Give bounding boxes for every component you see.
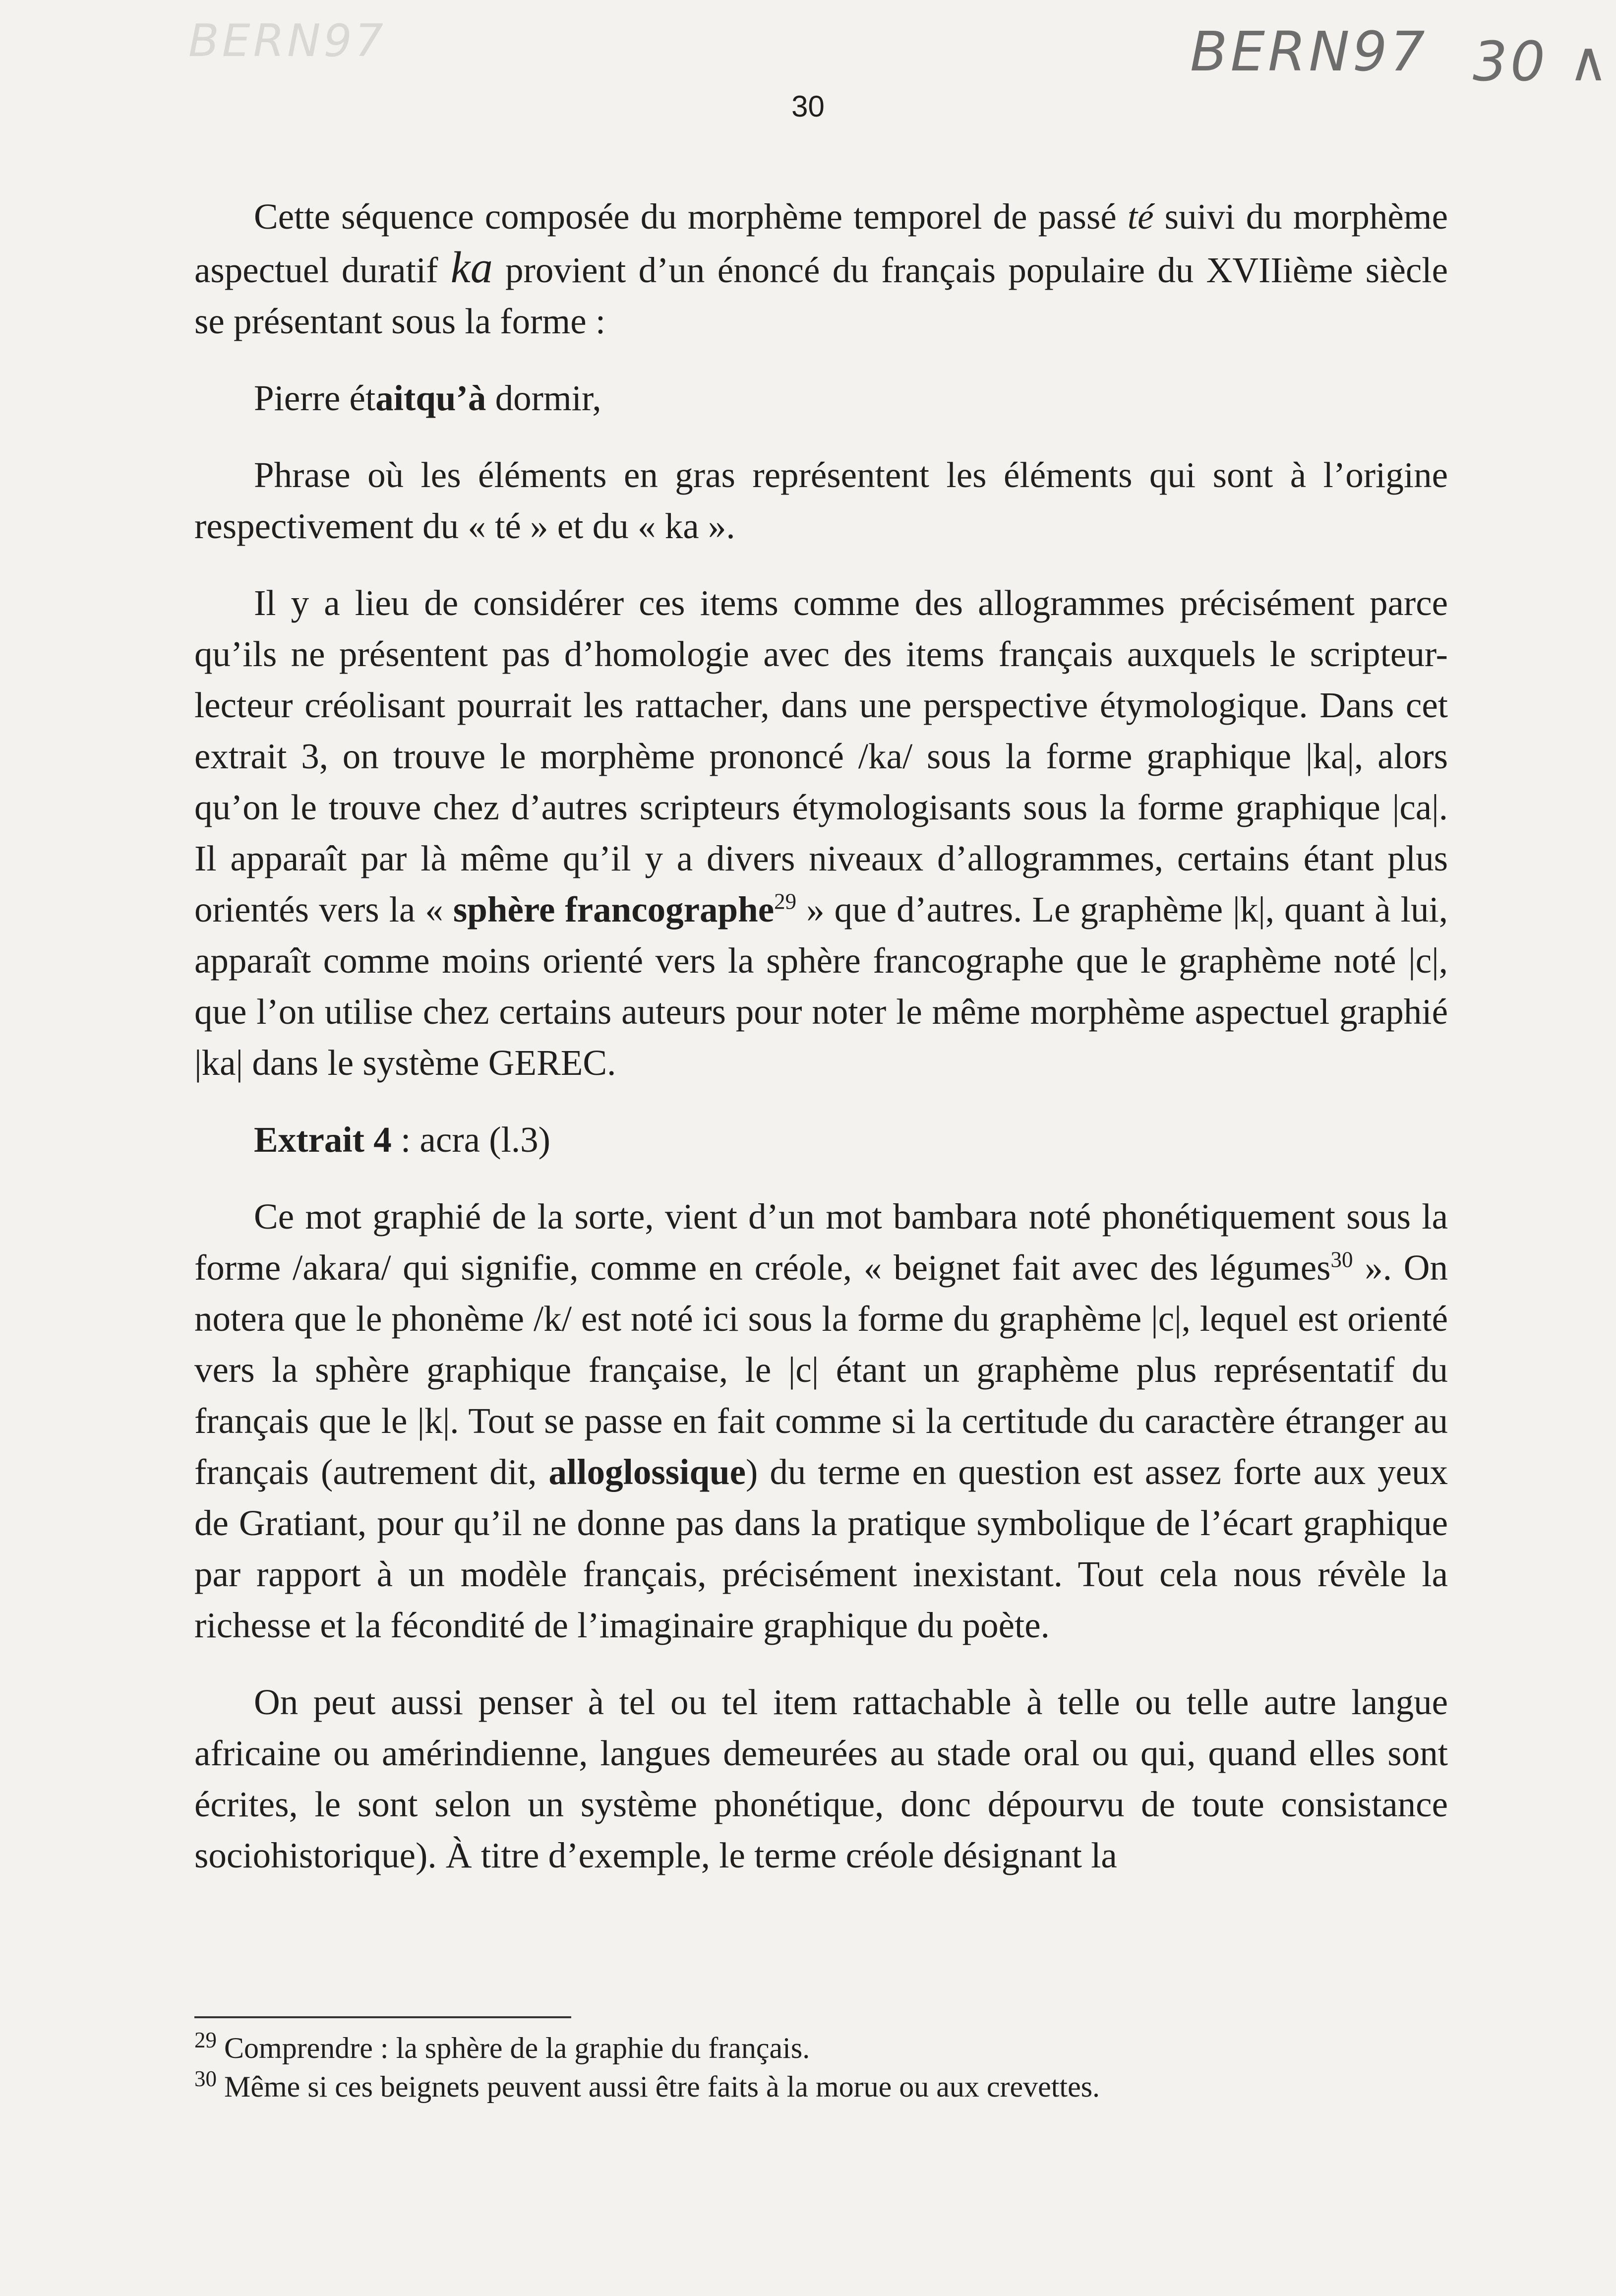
footnote-number: 30 (194, 2066, 217, 2091)
footnote (194, 2067, 1448, 2106)
handwritten-annotation: BERN97 (1190, 20, 1428, 83)
footnote-text: Comprendre : la sphère de la graphie du français. (217, 2032, 810, 2064)
text-run: : acra (l.3) (391, 1119, 550, 1160)
text-run: Ce mot graphié de la sorte, vient d’un mot bambara noté phonétiquement sous la forme /akara/ qui signifie, comme en créole, « beignet fait avec des légumes (194, 1196, 1448, 1288)
paragraph-5: On peut aussi penser à tel ou tel item rattachable à telle ou telle autre langue africaine ou amérindienne, langues demeurées au stade oral ou qui, quand elles sont écrites, le sont selon un système phonétique, donc dépourvu de toute consistance sociohistorique). À titre d’exemple, le terme créole désignant la (194, 1682, 1448, 1875)
text-run: ) du terme en question est assez forte aux yeux de Gratiant, pour qu’il ne donne pas dans la pratique symbolique de l’écart graphique par rapport à un modèle français, précisément inexistant. Tout cela nous révèle la richesse et la fécondité de l’imaginaire graphique du poète. (194, 1452, 1448, 1645)
text-run: Pierre ét (254, 378, 376, 418)
bold-term: alloglossique (548, 1452, 746, 1492)
text-run: ». On notera que le phonème /k/ est noté ici sous la forme du graphème |c|, lequel est orienté vers la sphère graphique française, le |c| étant un graphème plus représentatif du français que le |k|. Tout se passe en fait comme si la certitude du caractère étranger au français (autrement dit, (194, 1247, 1448, 1492)
page-number: 30 (791, 90, 825, 123)
bold-term: sphère francographe (453, 889, 775, 930)
footnote (194, 2029, 1448, 2067)
faint-handwritten-annotation: BERN97 (188, 15, 386, 67)
main-text (194, 191, 1448, 1881)
text-run: dormir, (486, 378, 601, 418)
handwritten-page-number: 30 ∧ (1473, 30, 1612, 93)
footnote-ref: 29 (774, 889, 797, 914)
text-run: suivi du morphème aspectuel duratif (194, 196, 1448, 290)
paragraph-2: Phrase où les éléments en gras représentent les éléments qui sont à l’origine respectivement du « té » et du « ka ». (194, 455, 1448, 546)
italic-term: té (1127, 196, 1154, 237)
italic-term: ka (450, 243, 493, 292)
footnotes (194, 2029, 1448, 2106)
paragraph-4 (194, 1191, 1448, 1651)
text-run: provient d’un énoncé du français populaire du XVIIième siècle se présentant sous la forme : (194, 250, 1448, 341)
text-run: Cette séquence composée du morphème temporel de passé (254, 196, 1128, 237)
text-run: » que d’autres. Le graphème |k|, quant à lui, apparaît comme moins orienté vers la sphère francographe que le graphème noté |c|, que l’on utilise chez certains auteurs pour noter le même morphème aspectuel graphié |ka| dans le système GEREC. (194, 889, 1448, 1083)
bold-term: aitqu’à (375, 378, 486, 418)
footnote-separator (194, 2016, 571, 2018)
footnote-text: Même si ces beignets peuvent aussi être faits à la morue ou aux crevettes. (217, 2070, 1100, 2103)
paragraph-1 (194, 191, 1448, 347)
paragraph-3 (194, 577, 1448, 1088)
example-quote (194, 372, 1448, 424)
footnote-ref: 30 (1330, 1247, 1353, 1272)
text-run: Il y a lieu de considérer ces items comme des allogrammes précisément parce qu’ils ne présentent pas d’homologie avec des items français auxquels le scripteur-lecteur créolisant pourrait les rattacher, dans une perspective étymologique. Dans cet extrait 3, on trouve le morphème prononcé /ka/ sous la forme graphique |ka|, alors qu’on le trouve chez d’autres scripteurs étymologisants sous la forme graphique |ca|. Il apparaît par là même qu’il y a divers niveaux d’allogrammes, certains étant plus orientés vers la « (194, 583, 1448, 930)
bold-term: Extrait 4 (254, 1119, 392, 1160)
footnote-number: 29 (194, 2028, 217, 2052)
extract-heading (194, 1114, 1448, 1165)
